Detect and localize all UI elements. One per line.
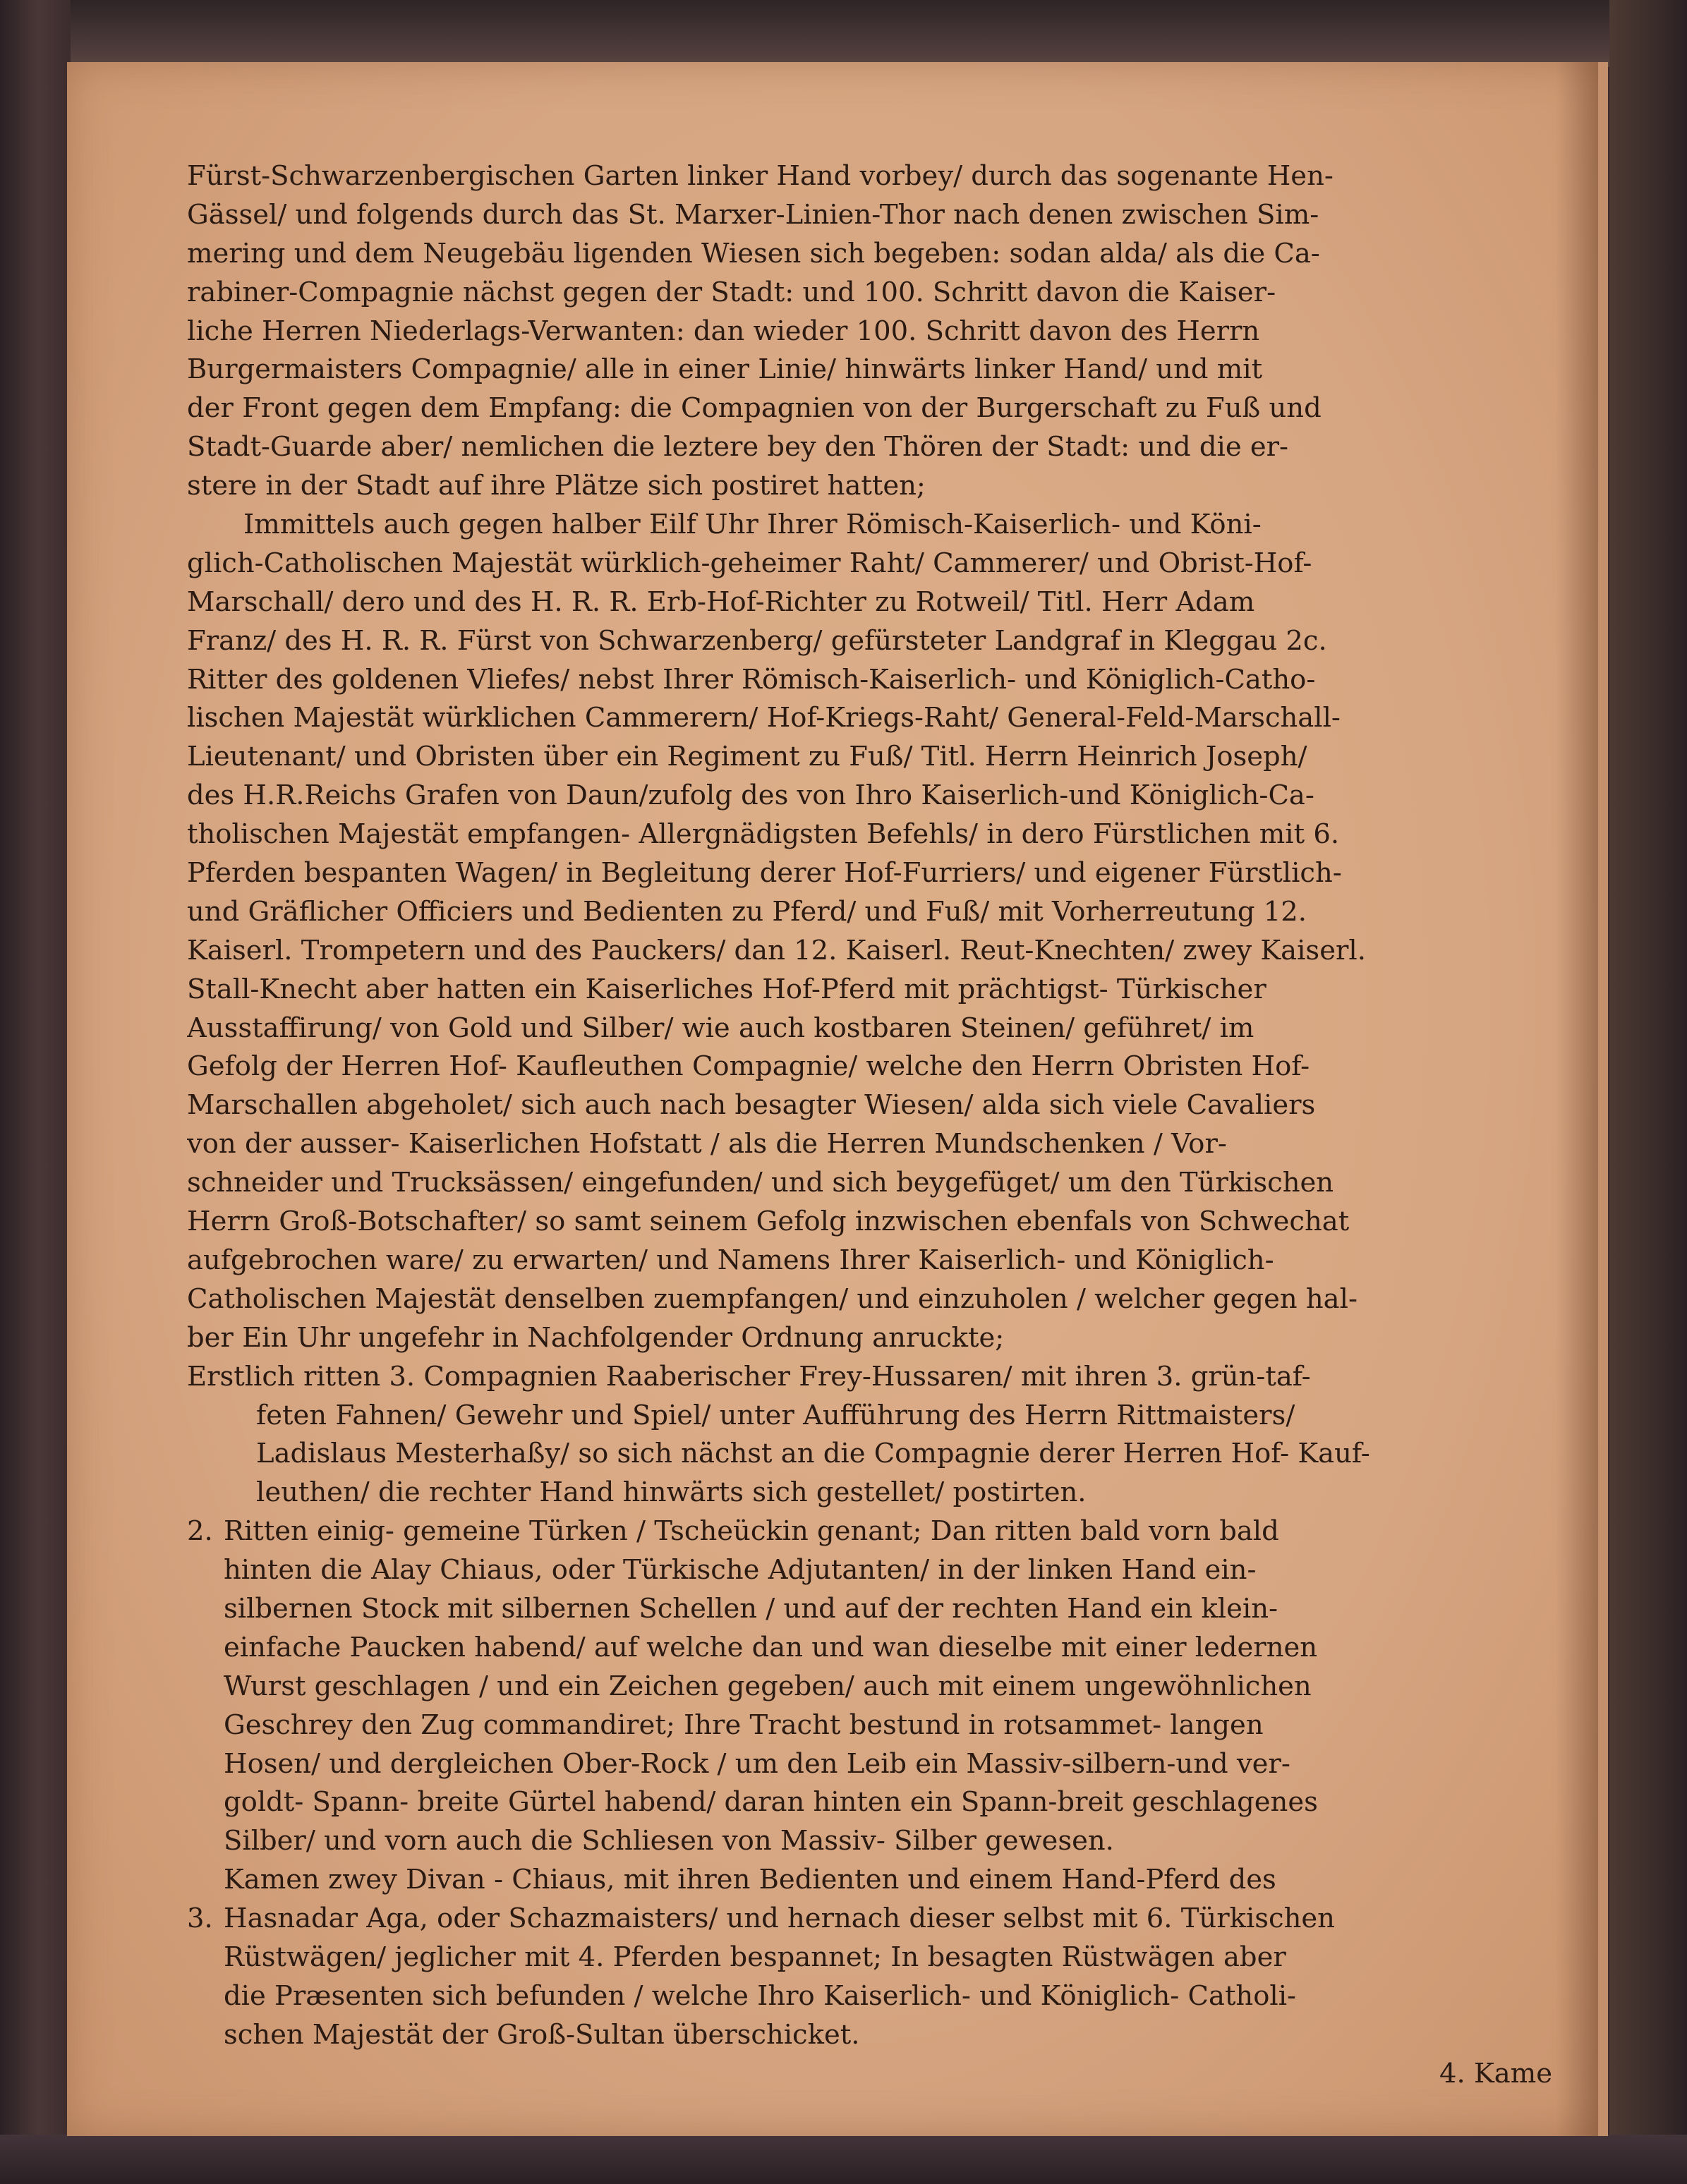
text-line: Gefolg der Herren Hof- Kaufleuthen Compagnie/ welche den Herrn Obristen Hof- bbox=[187, 1050, 1310, 1083]
text-line: Wurst geschlagen / und ein Zeichen gegeben/ auch mit einem ungewöhnlichen bbox=[224, 1670, 1312, 1702]
item-number: 3. bbox=[187, 1903, 213, 1935]
text-line: Fürst-Schwarzenbergischen Garten linker Hand vorbey/ durch das sogenante Hen- bbox=[187, 160, 1334, 192]
text-line: Geschrey den Zug commandiret; Ihre Tracht bestund in rotsammet- langen bbox=[224, 1709, 1264, 1741]
text-line: Rüstwägen/ jeglicher mit 4. Pferden bespannet; In besagten Rüstwägen aber bbox=[224, 1941, 1286, 1973]
text-line: schneider und Trucksässen/ eingefunden/ und sich beygefüget/ um den Türkischen bbox=[187, 1167, 1334, 1199]
text-line: leuthen/ die rechter Hand hinwärts sich gestellet/ postirten. bbox=[256, 1476, 1087, 1509]
text-line: Stadt-Guarde aber/ nemlichen die leztere bey den Thören der Stadt: und die er- bbox=[187, 431, 1289, 463]
text-line: schen Majestät der Groß-Sultan überschicket. bbox=[224, 2018, 860, 2051]
text-line: Gässel/ und folgends durch das St. Marxer-Linien-Thor nach denen zwischen Sim- bbox=[187, 198, 1319, 231]
text-line: Silber/ und vorn auch die Schliesen von Massiv- Silber gewesen. bbox=[224, 1825, 1114, 1857]
text-line: der Front gegen dem Empfang: die Compagnien von der Burgerschaft zu Fuß und bbox=[187, 392, 1322, 425]
text-line: lischen Majestät würklichen Cammerern/ Hof-Kriegs-Raht/ General-Feld-Marschall- bbox=[187, 702, 1341, 734]
text-line: stere in der Stadt auf ihre Plätze sich postiret hatten; bbox=[187, 470, 926, 502]
text-line: Ritten einig- gemeine Türken / Tscheückin genant; Dan ritten bald vorn bald bbox=[224, 1515, 1279, 1548]
book-page bbox=[67, 62, 1608, 2136]
text-line: Catholischen Majestät denselben zuempfangen/ und einzuholen / welcher gegen hal- bbox=[187, 1282, 1358, 1315]
text-line: Lieutenant/ und Obristen über ein Regiment zu Fuß/ Titl. Herrn Heinrich Joseph/ bbox=[187, 741, 1307, 773]
text-line: liche Herren Niederlags-Verwanten: dan wieder 100. Schritt davon des Herrn bbox=[187, 315, 1260, 347]
list-item-first: Erstlich ritten 3. Compagnien Raaberischer Frey-Hussaren/ mit ihren 3. grün-taf- bbox=[187, 1360, 1311, 1393]
text-line: Ritter des goldenen Vliefes/ nebst Ihrer Römisch-Kaiserlich- und Königlich-Catho- bbox=[187, 663, 1316, 696]
text-line: Franz/ des H. R. R. Fürst von Schwarzenberg/ gefürsteter Landgraf in Kleggau 2c. bbox=[187, 624, 1327, 657]
text-line: von der ausser- Kaiserlichen Hofstatt / als die Herren Mundschenken / Vor- bbox=[187, 1128, 1227, 1160]
text-line: goldt- Spann- breite Gürtel habend/ daran hinten ein Spann-breit geschlagenes bbox=[224, 1786, 1318, 1819]
list-item-3 bbox=[187, 1900, 1552, 1939]
text-line: feten Fahnen/ Gewehr und Spiel/ unter Aufführung des Herrn Rittmaisters/ bbox=[256, 1399, 1295, 1431]
text-line: einfache Paucken habend/ auf welche dan und wan dieselbe mit einer ledernen bbox=[224, 1631, 1318, 1663]
catchword: 4. Kame bbox=[1439, 2057, 1552, 2089]
text-line: des H.R.Reichs Grafen von Daun/zufolg des von Ihro Kaiserlich-und Königlich-Ca- bbox=[187, 779, 1314, 812]
text-line: ber Ein Uhr ungefehr in Nachfolgender Ordnung anruckte; bbox=[187, 1321, 1005, 1354]
text-line: die Præsenten sich befunden / welche Ihro Kaiserlich- und Königlich- Catholi- bbox=[224, 1979, 1297, 2012]
text-line: Stall-Knecht aber hatten ein Kaiserliches Hof-Pferd mit prächtigst- Türkischer bbox=[187, 973, 1266, 1005]
text-line: aufgebrochen ware/ zu erwarten/ und Namens Ihrer Kaiserlich- und Königlich- bbox=[187, 1244, 1274, 1276]
text-line: Ausstaffirung/ von Gold und Silber/ wie auch kostbaren Steinen/ geführet/ im bbox=[187, 1012, 1254, 1044]
text-line: Pferden bespanten Wagen/ in Begleitung derer Hof-Furriers/ und eigener Fürstlich- bbox=[187, 857, 1342, 890]
text-line: Hasnadar Aga, oder Schazmaisters/ und hernach dieser selbst mit 6. Türkischen bbox=[224, 1903, 1335, 1935]
book-cover-right bbox=[1609, 0, 1687, 2184]
text-line: Kamen zwey Divan - Chiaus, mit ihren Bedienten und einem Hand-Pferd des bbox=[224, 1864, 1276, 1896]
text-line: Burgermaisters Compagnie/ alle in einer Linie/ hinwärts linker Hand/ und mit bbox=[187, 353, 1263, 386]
book-cover-bottom bbox=[0, 2135, 1687, 2184]
book-cover-left bbox=[0, 0, 71, 2184]
page-gutter-shadow bbox=[1556, 62, 1598, 2136]
item-number: 2. bbox=[187, 1515, 213, 1548]
text-line: Hosen/ und dergleichen Ober-Rock / um den Leib ein Massiv-silbern-und ver- bbox=[224, 1747, 1290, 1780]
paragraph-start-line: Immittels auch gegen halber Eilf Uhr Ihrer Römisch-Kaiserlich- und Köni- bbox=[243, 509, 1262, 541]
list-item-2 bbox=[187, 1512, 1552, 1551]
text-line: Herrn Groß-Botschafter/ so samt seinem Gefolg inzwischen ebenfals von Schwechat bbox=[187, 1206, 1350, 1238]
book-cover-top bbox=[0, 0, 1687, 67]
text-line: Kaiserl. Trompetern und des Pauckers/ dan 12. Kaiserl. Reut-Knechten/ zwey Kaiserl. bbox=[187, 934, 1366, 966]
text-line: Marschall/ dero und des H. R. R. Erb-Hof-Richter zu Rotweil/ Titl. Herr Adam bbox=[187, 586, 1255, 618]
text-line: hinten die Alay Chiaus, oder Türkische Adjutanten/ in der linken Hand ein- bbox=[224, 1554, 1257, 1587]
text-line: mering und dem Neugebäu ligenden Wiesen sich begeben: sodan alda/ als die Ca- bbox=[187, 237, 1320, 269]
text-line: und Gräflicher Officiers und Bedienten zu Pferd/ und Fuß/ mit Vorherreutung 12. bbox=[187, 895, 1307, 928]
text-line: rabiner-Compagnie nächst gegen der Stadt: und 100. Schritt davon die Kaiser- bbox=[187, 276, 1276, 308]
text-line: glich-Catholischen Majestät würklich-geheimer Raht/ Cammerer/ und Obrist-Hof- bbox=[187, 547, 1312, 579]
text-line: Marschallen abgeholet/ sich auch nach besagter Wiesen/ alda sich viele Cavaliers bbox=[187, 1089, 1316, 1122]
text-line: tholischen Majestät empfangen- Allergnädigsten Befehls/ in dero Fürstlichen mit 6. bbox=[187, 818, 1340, 851]
last-text-line bbox=[187, 2055, 1552, 2094]
text-line: Ladislaus Mesterhaßy/ so sich nächst an die Compagnie derer Herren Hof- Kauf- bbox=[256, 1438, 1370, 1470]
text-line: silbernen Stock mit silbernen Schellen / und auf der rechten Hand ein klein- bbox=[224, 1592, 1278, 1625]
page-text-block bbox=[187, 157, 1552, 2094]
